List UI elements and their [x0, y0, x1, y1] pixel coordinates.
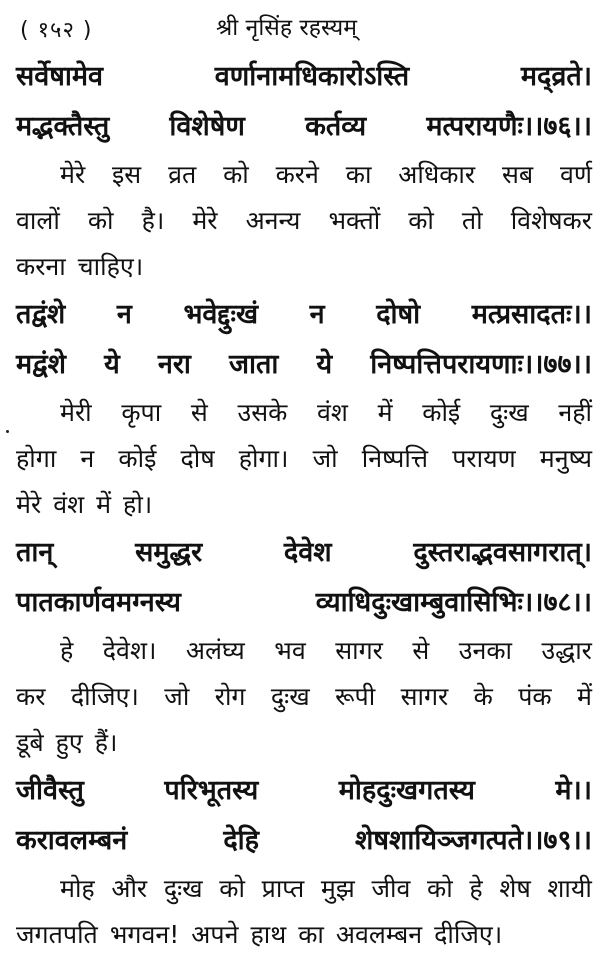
verse-word: देवेश: [283, 537, 332, 568]
verse-word: मत्प्रसादतः।।: [471, 299, 592, 330]
verse-word: व्याधिदुःखाम्बुवासिभिः।।७८।।: [315, 587, 592, 618]
translation-word: वंश: [53, 490, 85, 519]
translation-word: होगा।: [238, 444, 289, 473]
translation-word: में: [377, 398, 393, 427]
translation-word: अलंघ्य: [185, 636, 245, 665]
verse-word: निष्पत्तिपरायणाः।।७७।।: [370, 349, 592, 380]
translation-word: उनका: [458, 636, 513, 665]
verse-word: ये: [316, 349, 333, 380]
translation-word: नहीं: [558, 398, 592, 427]
translation-word: के: [473, 682, 493, 711]
verse-word: ये: [104, 349, 120, 380]
translation-line: [16, 198, 592, 244]
verse-word: विशेषेण: [169, 111, 245, 142]
translation-word: दुःख: [489, 398, 529, 427]
page-header: [16, 0, 592, 52]
translation-word: व्रत: [168, 160, 197, 189]
translation-word: मेरे: [60, 160, 86, 189]
margin-mark: [6, 430, 9, 433]
translation-line: [16, 674, 592, 720]
verse-block: [16, 290, 592, 528]
hindi-translation: [16, 628, 592, 766]
hindi-translation: [16, 866, 592, 958]
translation-word: अवलम्बन: [335, 920, 423, 949]
page-content: [16, 52, 592, 958]
translation-word: मनुष्य: [539, 444, 592, 473]
translation-word: वंश: [317, 398, 348, 427]
translation-word: को: [219, 874, 245, 903]
translation-word: पंक: [518, 682, 552, 711]
translation-word: मेरे: [192, 206, 218, 235]
translation-word: हे: [60, 636, 74, 665]
sanskrit-verse-line: [16, 340, 592, 390]
translation-word: से: [190, 398, 208, 427]
translation-word: को: [223, 160, 249, 189]
translation-word: भव: [274, 636, 306, 665]
translation-word: भगवन!: [109, 920, 180, 949]
translation-word: सब: [501, 160, 534, 189]
translation-word: रूपी: [335, 682, 376, 711]
translation-word: शायी: [547, 874, 592, 903]
translation-word: को: [87, 206, 114, 235]
sanskrit-verse-line: [16, 528, 592, 578]
translation-word: करना: [16, 252, 66, 281]
translation-line: [16, 720, 592, 766]
translation-word: निष्पत्ति: [361, 444, 429, 473]
verse-word: पातकार्णवमग्नस्य: [16, 587, 181, 618]
verse-word: तद्वंशे: [16, 299, 66, 330]
translation-word: हाथ: [250, 920, 287, 949]
translation-line: [16, 912, 592, 958]
verse-word: वर्णानामधिकारोऽस्ति: [214, 61, 410, 92]
translation-word: कोई: [118, 444, 157, 473]
translation-word: मोह: [60, 874, 95, 903]
running-title: श्री नृसिंह रहस्यम्: [216, 15, 358, 41]
verse-word: न: [309, 299, 325, 330]
sanskrit-verse-line: [16, 816, 592, 866]
verse-word: सर्वेषामेव: [16, 61, 104, 92]
verse-block: [16, 528, 592, 766]
translation-word: है।: [141, 206, 165, 235]
verse-word: तान्: [16, 537, 54, 568]
translation-word: मेरी: [60, 398, 92, 427]
verse-word: करावलम्बनं: [16, 825, 128, 856]
translation-word: अनन्य: [245, 206, 301, 235]
verse-block: [16, 766, 592, 958]
verse-word: मद्भक्तैस्तु: [16, 111, 110, 142]
translation-line: [16, 436, 592, 482]
translation-word: हे: [469, 874, 483, 903]
translation-word: और: [111, 874, 148, 903]
hindi-translation: [16, 390, 592, 528]
verse-word: दोषो: [376, 299, 421, 330]
verse-word: कर्तव्य: [305, 111, 367, 142]
translation-word: होगा: [16, 444, 57, 473]
translation-word: करने: [275, 160, 319, 189]
translation-word: अपने: [191, 920, 239, 949]
translation-line: [16, 628, 592, 674]
translation-word: मेरे: [16, 490, 42, 519]
translation-line: [16, 866, 592, 912]
verse-block: [16, 52, 592, 290]
translation-word: दीजिए।: [70, 682, 139, 711]
translation-word: परायण: [452, 444, 516, 473]
translation-word: में: [577, 682, 592, 711]
verse-word: जाता: [229, 349, 279, 380]
translation-word: हैं।: [94, 728, 118, 757]
translation-word: उसके: [237, 398, 288, 427]
translation-word: कोई: [422, 398, 461, 427]
translation-word: विशेषकर: [510, 206, 592, 235]
translation-word: अधिकार: [398, 160, 476, 189]
translation-word: न: [80, 444, 95, 473]
translation-word: दीजिए।: [434, 920, 503, 949]
translation-word: जगतपति: [16, 920, 98, 949]
translation-word: उद्धार: [541, 636, 592, 665]
translation-word: में: [96, 490, 112, 519]
verse-word: मद्व्रते।: [520, 61, 592, 92]
translation-word: जो: [312, 444, 338, 473]
translation-word: मुझ: [320, 874, 355, 903]
verse-word: दुस्तराद्भवसागरात्।: [413, 537, 592, 568]
translation-word: सागर: [335, 636, 383, 665]
sanskrit-verse-line: [16, 578, 592, 628]
verse-word: मद्वंशे: [16, 349, 67, 380]
translation-word: देवेश।: [102, 636, 157, 665]
verse-word: जीवैस्तु: [16, 775, 84, 806]
translation-word: इस: [112, 160, 142, 189]
verse-word: समुद्धर: [135, 537, 203, 568]
sanskrit-verse-line: [16, 766, 592, 816]
translation-line: [16, 390, 592, 436]
verse-word: मोहदुःखगतस्य: [338, 775, 475, 806]
translation-word: तो: [461, 206, 483, 235]
translation-word: रोग: [214, 682, 246, 711]
verse-word: परिभूतस्य: [164, 775, 259, 806]
page-number: ( १५२ ): [20, 18, 93, 43]
translation-word: दुःख: [270, 682, 310, 711]
verse-word: भवेद्दुःखं: [183, 299, 259, 330]
verse-word: मे।।: [555, 775, 592, 806]
translation-word: का: [298, 920, 324, 949]
translation-word: हुए: [55, 728, 83, 757]
translation-word: से: [412, 636, 430, 665]
translation-line: [16, 244, 592, 290]
hindi-translation: [16, 152, 592, 290]
translation-word: को: [408, 206, 434, 235]
translation-word: वर्ण: [560, 160, 592, 189]
translation-word: कर: [16, 682, 46, 711]
translation-word: दोष: [180, 444, 215, 473]
translation-word: को: [427, 874, 453, 903]
translation-word: दुःख: [163, 874, 203, 903]
verse-word: देहि: [223, 825, 259, 856]
translation-line: [16, 482, 592, 528]
translation-word: शेष: [499, 874, 531, 903]
verse-word: शेषशायिञ्जगत्पते।।७९।।: [355, 825, 592, 856]
sanskrit-verse-line: [16, 52, 592, 102]
translation-word: भक्तों: [328, 206, 381, 235]
sanskrit-verse-line: [16, 290, 592, 340]
translation-word: कृपा: [121, 398, 162, 427]
verse-word: मत्परायणैः।।७६।।: [426, 111, 592, 142]
translation-word: सागर: [400, 682, 449, 711]
translation-word: डूबे: [16, 728, 44, 757]
translation-word: चाहिए।: [77, 252, 144, 281]
translation-word: वालों: [16, 206, 60, 235]
verse-word: न: [116, 299, 132, 330]
translation-word: हो।: [123, 490, 153, 519]
sanskrit-verse-line: [16, 102, 592, 152]
translation-word: का: [345, 160, 372, 189]
translation-line: [16, 152, 592, 198]
translation-word: प्राप्त: [261, 874, 305, 903]
translation-word: जो: [164, 682, 190, 711]
translation-word: जीव: [371, 874, 411, 903]
verse-word: नरा: [157, 349, 191, 380]
